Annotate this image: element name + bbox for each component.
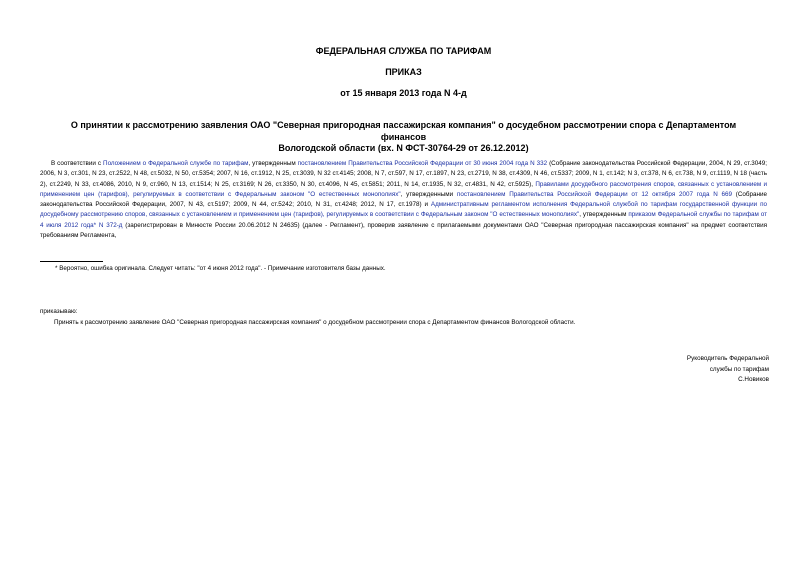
order-item: Принять к рассмотрению заявление ОАО "Северная пригородная пассажирская компания" о досудебном рассмотрении спора с Департаментом финансов Вологодской области. [54, 319, 576, 326]
orders-lead: приказываю: [40, 308, 78, 315]
link-government-decree-669[interactable]: постановлением Правительства Российской Федерации от 12 октября 2007 года N 669 [456, 190, 732, 198]
preamble-text: В соответствии с [51, 160, 104, 167]
footnote-divider [40, 261, 103, 262]
signature-position-line2: службы по тарифам [709, 365, 769, 373]
preamble-text: (Собрание законодательства Российской Федерации, 2007, N 43, ст.5197; 2009, N 44, ст.5242; 2010, N 31, ст.4248; 2012, N 17, ст.1978) и [40, 190, 768, 209]
signature-block [687, 354, 769, 386]
link-government-decree-332[interactable]: постановлением Правительства Российской Федерации от 30 июня 2004 года N 332 [297, 160, 548, 167]
preamble-text: , утвержденным [579, 211, 629, 219]
doc-type: ПРИКАЗ [385, 67, 422, 77]
footnote: * Вероятно, ошибка оригинала. Следует читать: "от 4 июня 2012 года". - Примечание изготовителя базы данных. [55, 265, 386, 272]
preamble-text: , утвержденными [400, 190, 457, 198]
preamble-text: (зарегистрирован в Минюсте России 20.06.2012 N 24635) (далее - Регламент), проверив заявление с прилагаемыми документами ОАО "Северная пригородная пассажирская компания" на предмет соответствия требованиям Регламента, [40, 221, 767, 240]
doc-date-number: от 15 января 2013 года N 4-д [340, 88, 467, 98]
signature-position-line1: Руководитель Федеральной [686, 355, 769, 362]
preamble-paragraph [40, 159, 767, 241]
preamble-text: (Собрание законодательства Российской Федерации, 2004, N 29, ст.3049; 2006, N 3, ст.301, N 23, ст.2522, N 48, ст.5032, N 50, ст.5354; 2007, N 16, ст.1912, N 25, ст.3039, N 32 ст.4145; 2008, N 7, ст.597, N 17, ст.1897, N 23, ст.2719, N 38, ст.4309, N 46, ст.5337; 2009, N 1, ст.142; N 3, ст.378, N 6, ст.738, N 9, ст.1119, N 18 (часть 2), ст.2249, N 33, ст.4086, 2010, N 9, ст.960, N 13, ст.1514; N 25, ст.3169; N 26, ст.3350, N 30, ст.4096, N 45, ст.5851; 2011, N 14, ст.1935, N 32, ст.4831, N 42, ст.5925), [40, 160, 767, 188]
doc-title [60, 120, 747, 155]
link-administrative-regulation[interactable]: Административным регламентом исполнения Федеральной службой по тарифам государственной функции по досудебному рассмотрению споров, связанных с установлением и применением цен (тарифов), регулируемых в соответствии с Федеральным законом "О естественных монополиях" [40, 201, 767, 219]
doc-title-line1: О принятии к рассмотрению заявления ОАО "Северная пригородная пассажирская компания" о досудебном рассмотрении спора с Департаментом финансов [70, 120, 737, 142]
preamble-text: , утвержденным [248, 160, 298, 167]
link-regulation-fst[interactable]: Положением о Федеральной службе по тарифам [103, 160, 249, 167]
doc-title-line2: Вологодской области (вх. N ФСТ-30764-29 от 26.12.2012) [278, 143, 529, 153]
link-fst-order-372[interactable]: приказом Федеральной службы по тарифам от 4 июля 2012 года* N 372-д [40, 211, 767, 229]
agency-name: ФЕДЕРАЛЬНАЯ СЛУЖБА ПО ТАРИФАМ [315, 46, 492, 56]
link-dispute-rules[interactable]: Правилами досудебного рассмотрения споров, связанных с установлением и применением цен (тарифов), регулируемых в соответствии с Федеральным законом "О естественных монополиях" [40, 180, 767, 198]
signature-name: С.Новиков [738, 376, 769, 383]
